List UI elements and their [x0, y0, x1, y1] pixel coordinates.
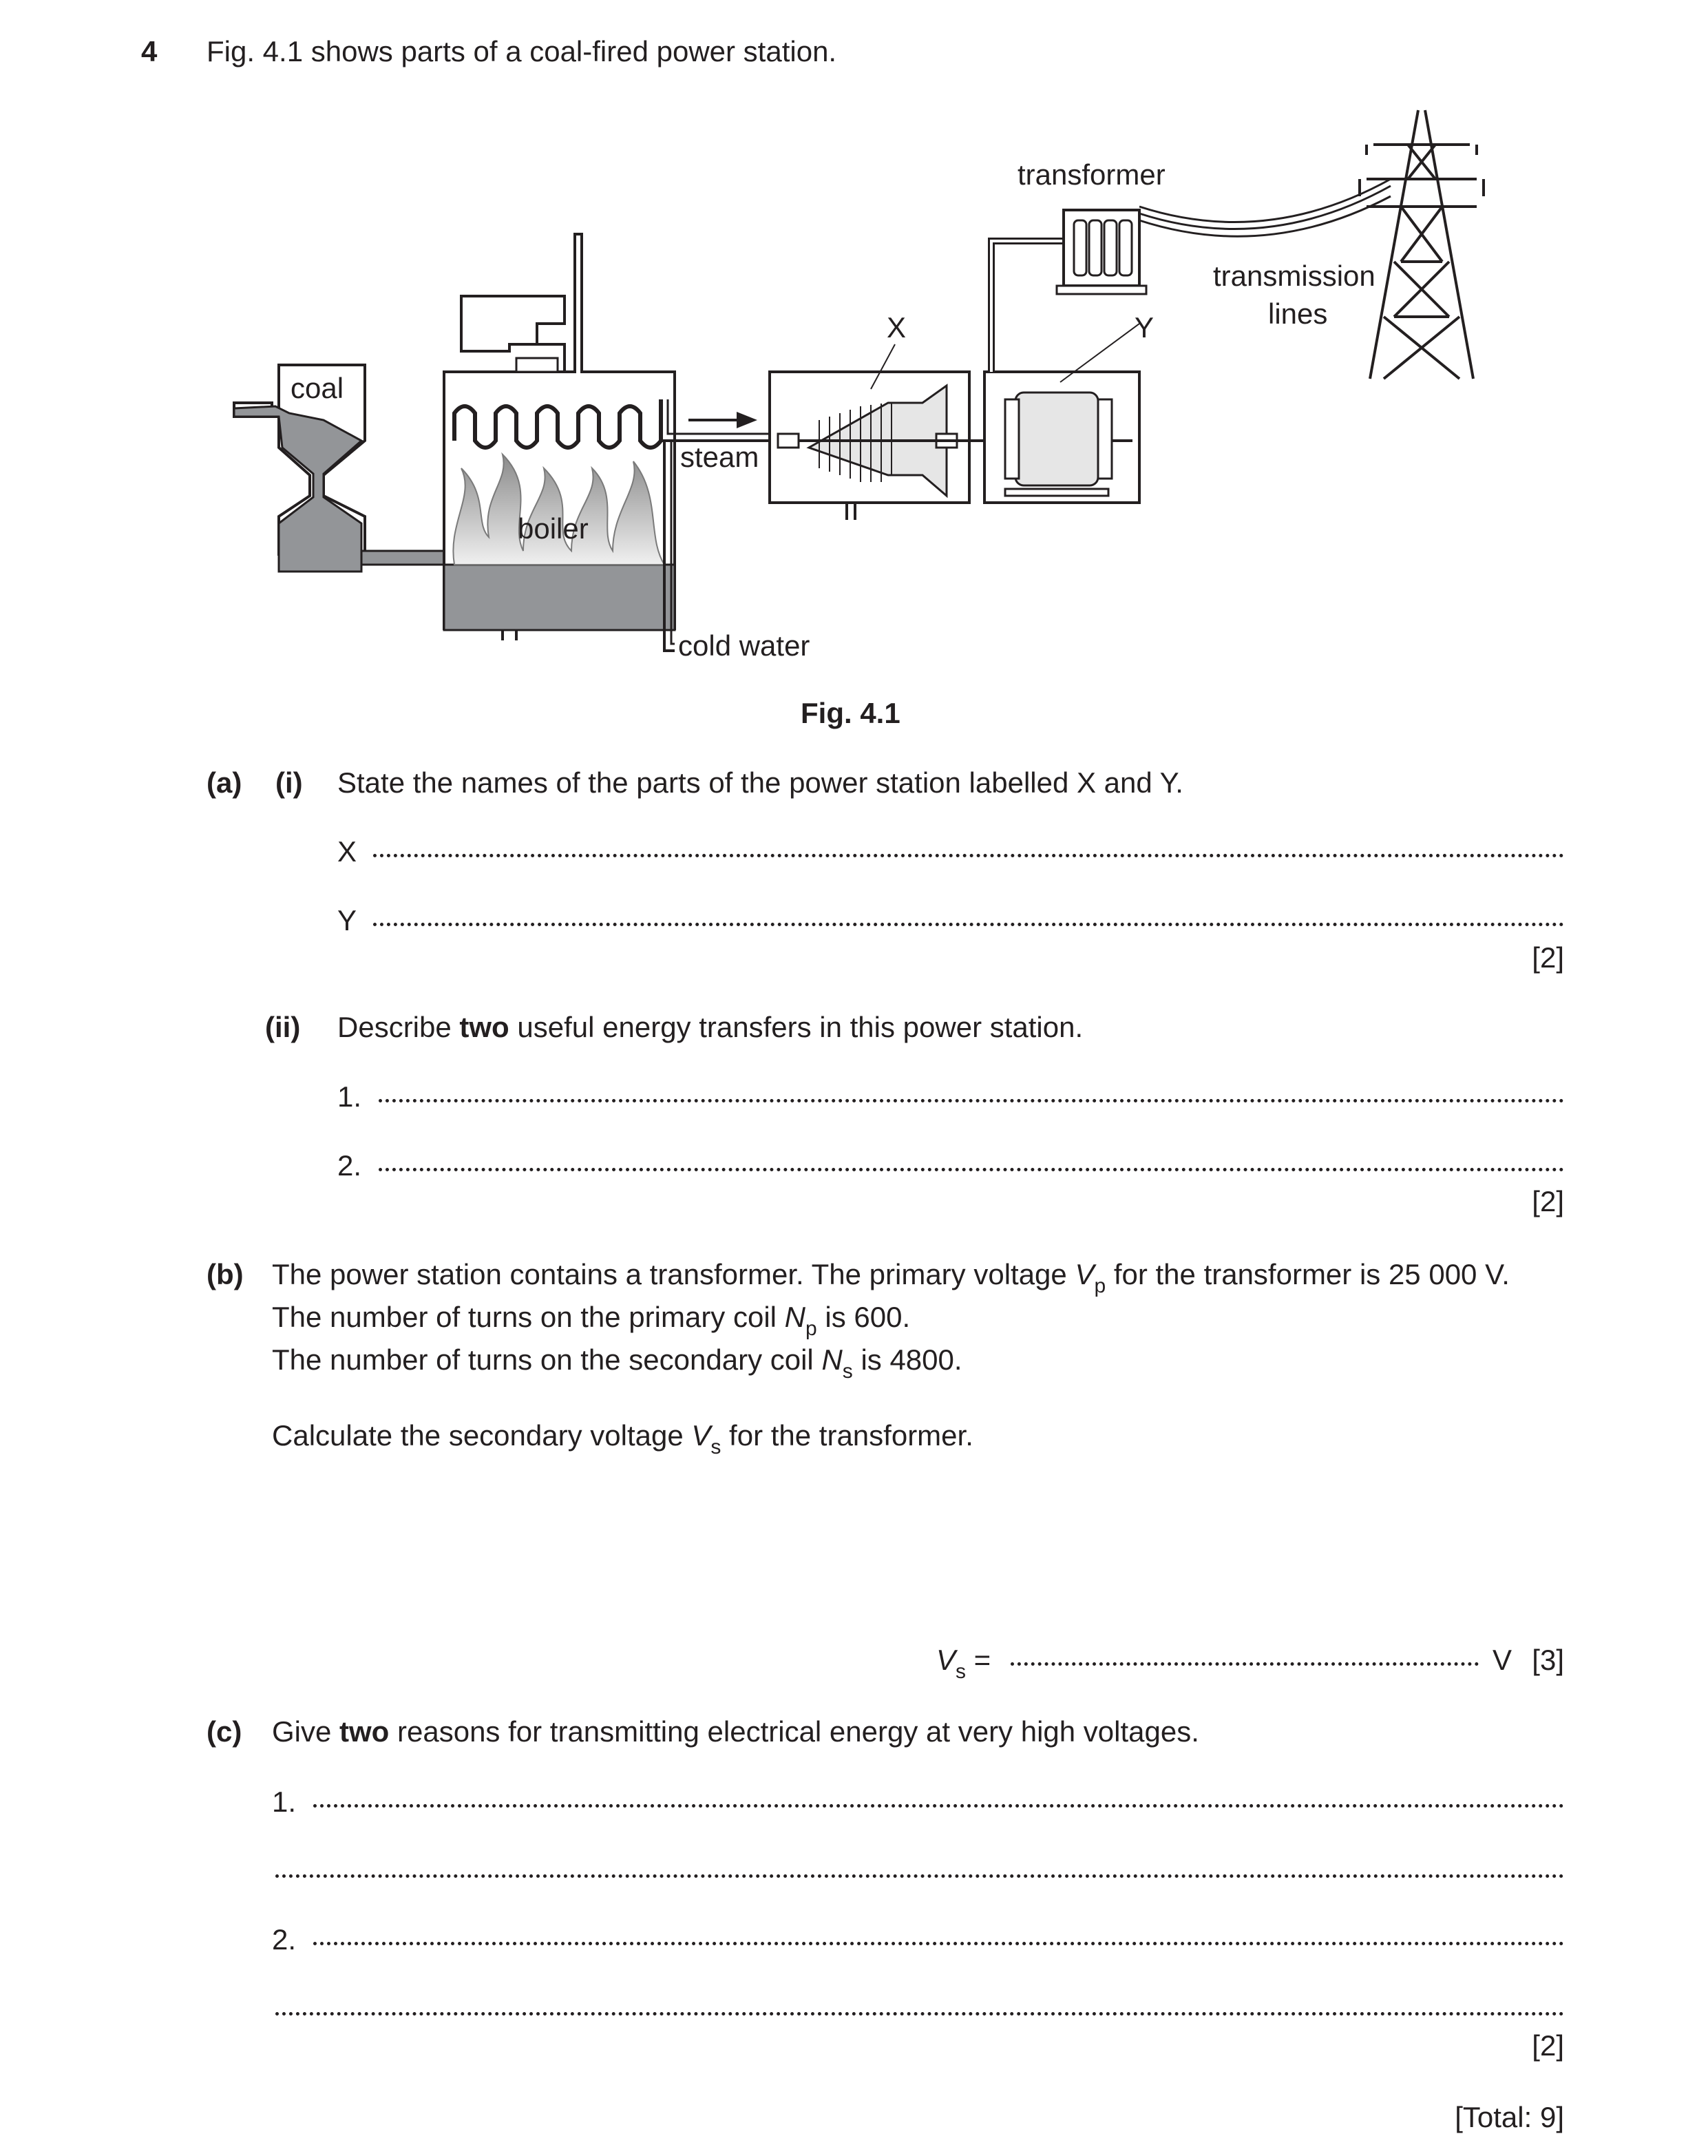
answer-y-label: Y [337, 904, 357, 936]
answer-a-ii-2-label: 2. [337, 1149, 362, 1182]
part-c-text: Give two reasons for transmitting electrical energy at very high voltages. [272, 1715, 1199, 1748]
answer-c-2-line-b[interactable] [275, 2012, 1564, 2016]
answer-c-1-label: 1. [272, 1786, 297, 1818]
answer-c-1-line-a[interactable] [313, 1804, 1564, 1808]
answer-x-line[interactable] [373, 854, 1564, 857]
part-b-line-1: The power station contains a transformer. The primary voltage $V_p$ for the transformer is 25 000 V. [272, 1258, 1510, 1297]
answer-vs-unit: V [1493, 1644, 1512, 1676]
answer-x-label: X [337, 835, 357, 868]
pipes [661, 399, 774, 651]
answer-vs-label: $V_s$ = [936, 1644, 991, 1683]
transmission-lines [1139, 179, 1391, 236]
label-transmission-2: lines [1268, 297, 1328, 330]
label-coal: coal [291, 372, 344, 404]
part-b-line-2: The number of turns on the primary coil $N_p$ is 600. [272, 1301, 911, 1340]
label-boiler: boiler [518, 512, 589, 545]
question-intro: Fig. 4.1 shows parts of a coal-fired power station. [207, 35, 837, 67]
generator-cable [991, 241, 1064, 372]
answer-c-1-line-b[interactable] [275, 1874, 1564, 1878]
transformer-icon [1057, 210, 1146, 294]
answer-y-line[interactable] [373, 923, 1564, 926]
marks-b: [3] [1532, 1644, 1564, 1676]
label-x: X [887, 311, 907, 344]
steam-arrow [688, 412, 757, 428]
generator-y [984, 324, 1139, 503]
marks-a-ii: [2] [1532, 1185, 1564, 1217]
figure-caption: Fig. 4.1 [801, 697, 900, 729]
label-transformer: transformer [1018, 158, 1166, 191]
label-steam: steam [680, 441, 759, 473]
part-a-ii-label: (ii) [265, 1011, 301, 1043]
part-b-calc-text: Calculate the secondary voltage $V_s$ for the transformer. [272, 1419, 973, 1458]
pylon-icon [1360, 110, 1484, 379]
answer-c-2-line-a[interactable] [313, 1942, 1564, 1945]
marks-a-i: [2] [1532, 941, 1564, 974]
question-number: 4 [141, 35, 158, 67]
answer-vs-line[interactable] [1011, 1662, 1479, 1666]
total-marks: [Total: 9] [1455, 2101, 1564, 2133]
part-c-label: (c) [207, 1715, 242, 1748]
answer-a-ii-1-label: 1. [337, 1080, 362, 1113]
answer-a-ii-1-line[interactable] [379, 1099, 1564, 1102]
answer-a-ii-2-line[interactable] [379, 1168, 1564, 1171]
label-cold-water: cold water [678, 629, 810, 662]
marks-c: [2] [1532, 2029, 1564, 2062]
power-station-diagram [0, 0, 1708, 729]
part-a-i-text: State the names of the parts of the power station labelled X and Y. [337, 766, 1183, 799]
part-b-line-3: The number of turns on the secondary coil $N_s$ is 4800. [272, 1343, 962, 1383]
part-a-i-label: (i) [275, 766, 303, 799]
answer-c-2-label: 2. [272, 1923, 297, 1956]
part-b-label: (b) [207, 1258, 244, 1290]
part-a-label: (a) [207, 766, 242, 799]
label-transmission-1: transmission [1213, 260, 1375, 292]
part-a-ii-text: Describe two useful energy transfers in this power station. [337, 1011, 1084, 1043]
label-y: Y [1135, 311, 1155, 344]
feed-pipe [361, 551, 444, 565]
turbine-x [770, 344, 991, 520]
